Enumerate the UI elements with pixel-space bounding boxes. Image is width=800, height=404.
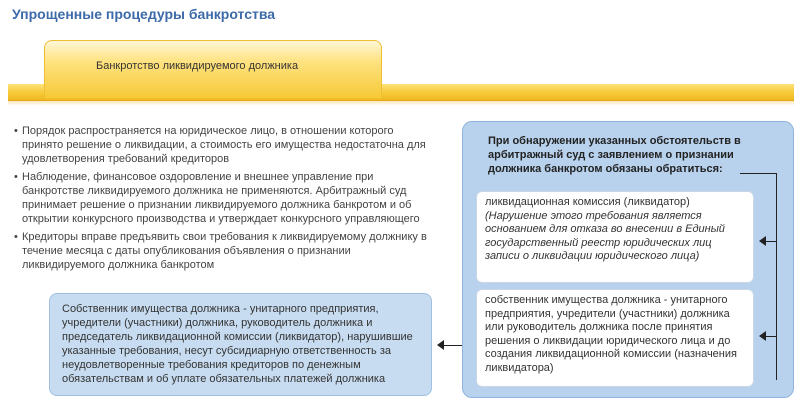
- connector-line: [766, 336, 776, 337]
- connector-line: [444, 345, 462, 346]
- tab-label: Банкротство ликвидируемого должника: [96, 60, 299, 72]
- owner-founders-box: собственник имущества должника - унитарного предприятия, учредители (участники) должника или руководитель должника после принятия решения о ликвидации юридического лица и до создания ликвидационной комиссии (назначения ликвидатора): [476, 289, 754, 387]
- page-title: Упрощенные процедуры банкротства: [12, 6, 276, 22]
- liquidation-commission-note: (Нарушение этого требования является основанием для отказа во внесении в Единый государственный реестр юридических лиц записи о ликвидации юридического лица): [485, 209, 725, 262]
- obligation-heading: При обнаружении указанных обстоятельств в арбитражный суд с заявлением о признании должника банкротом обязаны обратиться:: [488, 135, 741, 175]
- arrow-left-icon: [759, 236, 766, 246]
- connector-line: [740, 173, 776, 174]
- connector-line: [776, 173, 777, 380]
- arrow-left-icon: [437, 340, 444, 350]
- liability-box: Собственник имущества должника - унитарного предприятия, учредители (участники) должника, руководитель должника и председатель ликвидационной комиссии (ликвидатор), нарушившие указанные требования, несут субсидиарную ответственность за неудовлетворенные требования кредиторов по денежным обязательствам и об уплате обязательных платежей должника: [49, 293, 432, 396]
- liquidation-commission-box: [476, 191, 754, 283]
- bullet-item: • Наблюдение, финансовое оздоровление и внешнее управление при банкротстве ликвидируемого должника не применяются. Арбитражный суд принимает решение о признании ликвидируемого должника банкротом и об открытии конкурсного производства и утверждает конкурсного управляющего: [14, 170, 434, 226]
- bullet-list: [14, 124, 434, 276]
- liquidation-commission-title: ликвидационная комиссия (ликвидатор): [485, 196, 690, 208]
- connector-line: [766, 241, 776, 242]
- bullet-item: • Порядок распространяется на юридическое лицо, в отношении которого принято решение о ликвидации, а стоимость его имущества недостаточна для удовлетворения требований кредиторов: [14, 124, 434, 166]
- arrow-left-icon: [759, 331, 766, 341]
- bullet-item: • Кредиторы вправе предъявить свои требования к ликвидируемому должнику в течение месяца с даты опубликования объявления о признании ликвидируемого должника банкротом: [14, 230, 434, 272]
